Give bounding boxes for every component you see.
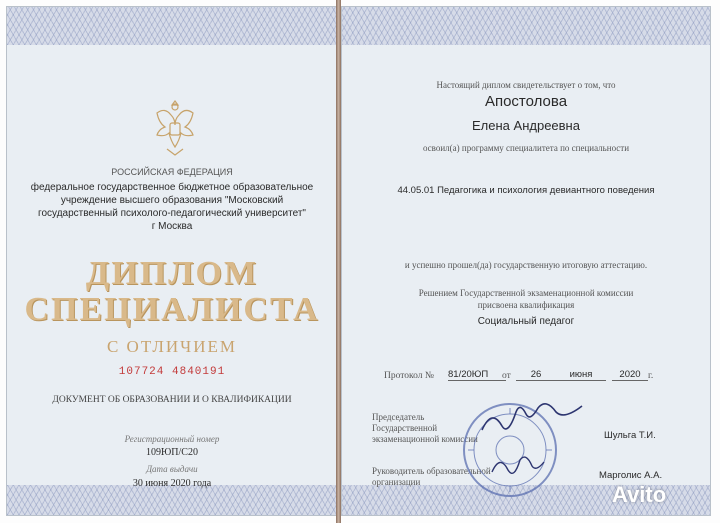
protocol-from-label: от: [502, 371, 511, 381]
specialty: 44.05.01 Педагогика и психология девиантного поведения: [397, 185, 655, 196]
chair-title-line-2: Государственной: [372, 423, 438, 433]
protocol-month: июня: [556, 369, 606, 381]
head-title-line-1: Руководитель образовательной: [372, 466, 491, 476]
attestation-text: и успешно прошел(да) государственную итоговую аттестацию.: [404, 260, 648, 270]
document-type: ДОКУМЕНТ ОБ ОБРАЗОВАНИИ И О КВАЛИФИКАЦИИ: [52, 395, 292, 405]
program-mastered-text: освоил(а) программу специалитета по специальности: [422, 143, 630, 153]
issue-date: 30 июня 2020 года: [132, 478, 212, 489]
protocol-label: Протокол №: [384, 371, 434, 381]
year-suffix: г.: [648, 371, 654, 381]
qualification: Социальный педагог: [477, 316, 575, 327]
commission-decision-line-2: присвоена квалификация: [477, 300, 575, 310]
institution-city: г Москва: [151, 221, 193, 232]
protocol-year: 2020: [612, 369, 648, 381]
institution-line-3: государственный психолого-педагогический университет": [38, 208, 306, 219]
top-guilloche-band-right: [342, 7, 710, 45]
honors-label: С ОТЛИЧИЕМ: [106, 337, 238, 356]
registration-number: 109ЮП/С20: [146, 447, 198, 458]
institution-line-2: учреждение высшего образования "Московский: [60, 195, 284, 206]
bottom-guilloche-band: [7, 485, 337, 515]
graduate-name: Елена Андреевна: [472, 118, 580, 133]
coat-of-arms-icon: [147, 95, 203, 159]
serial-number: 107724 4840191: [118, 366, 226, 378]
certifies-text: Настоящий диплом свидетельствует о том, что: [436, 80, 616, 90]
top-guilloche-band: [7, 7, 337, 45]
head-name: Марголис А.А.: [599, 470, 663, 481]
diploma-left-page: [6, 6, 338, 516]
protocol-day: 26: [516, 369, 556, 381]
chair-signature-icon: [478, 400, 588, 440]
avito-watermark: Avito: [612, 482, 667, 507]
institution-line-1: федеральное государственное бюджетное образовательное: [30, 182, 314, 193]
protocol-number: 81/20ЮП: [448, 369, 506, 381]
commission-decision-line-1: Решением Государственной экзаменационной комиссии: [418, 288, 634, 298]
diploma-subtitle: СПЕЦИАЛИСТА: [24, 291, 320, 328]
graduate-surname: Апостолова: [484, 93, 568, 110]
chair-title-line-3: экзаменационной комиссии: [372, 434, 478, 444]
diploma-title: ДИПЛОМ: [85, 255, 259, 292]
chair-name: Шульга Т.И.: [604, 430, 656, 441]
registration-label: Регистрационный номер: [124, 434, 220, 444]
country-label: РОССИЙСКАЯ ФЕДЕРАЦИЯ: [111, 167, 233, 177]
head-signature-icon: [488, 448, 548, 480]
chair-title-line-1: Председатель: [372, 412, 425, 422]
head-title-line-2: организации: [372, 477, 421, 487]
issue-date-label: Дата выдачи: [146, 464, 198, 474]
